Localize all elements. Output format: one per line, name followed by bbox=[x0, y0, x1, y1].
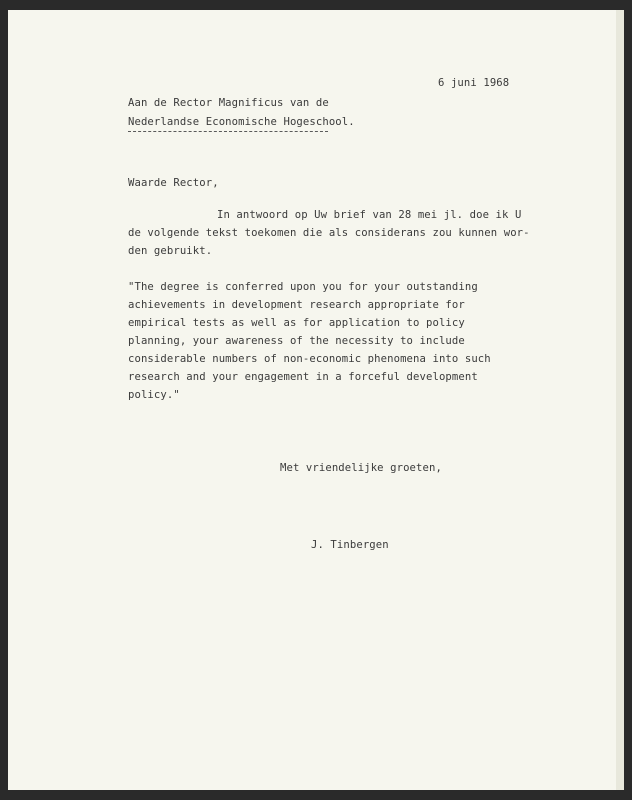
addressee-line-2: Nederlandse Economische Hogeschool. bbox=[128, 116, 355, 128]
addressee-line-1: Aan de Rector Magnificus van de bbox=[128, 97, 329, 109]
addressee-underline bbox=[128, 131, 328, 132]
closing: Met vriendelijke groeten, bbox=[280, 462, 442, 474]
page-edge bbox=[616, 10, 624, 790]
quote-line-5: considerable numbers of non-economic phenomena into such bbox=[128, 353, 491, 365]
signature: J. Tinbergen bbox=[311, 539, 389, 551]
quote-line-7: policy." bbox=[128, 389, 180, 401]
body-line-1: In antwoord op Uw brief van 28 mei jl. doe ik U bbox=[217, 209, 522, 221]
salutation: Waarde Rector, bbox=[128, 177, 219, 189]
quote-line-3: empirical tests as well as for application to policy bbox=[128, 317, 465, 329]
body-line-2: de volgende tekst toekomen die als considerans zou kunnen wor- bbox=[128, 227, 530, 239]
quote-line-4: planning, your awareness of the necessity to include bbox=[128, 335, 465, 347]
quote-line-6: research and your engagement in a forceful development bbox=[128, 371, 478, 383]
quote-line-1: "The degree is conferred upon you for your outstanding bbox=[128, 281, 478, 293]
body-line-3: den gebruikt. bbox=[128, 245, 213, 257]
letter-date: 6 juni 1968 bbox=[438, 77, 510, 89]
quote-line-2: achievements in development research appropriate for bbox=[128, 299, 465, 311]
